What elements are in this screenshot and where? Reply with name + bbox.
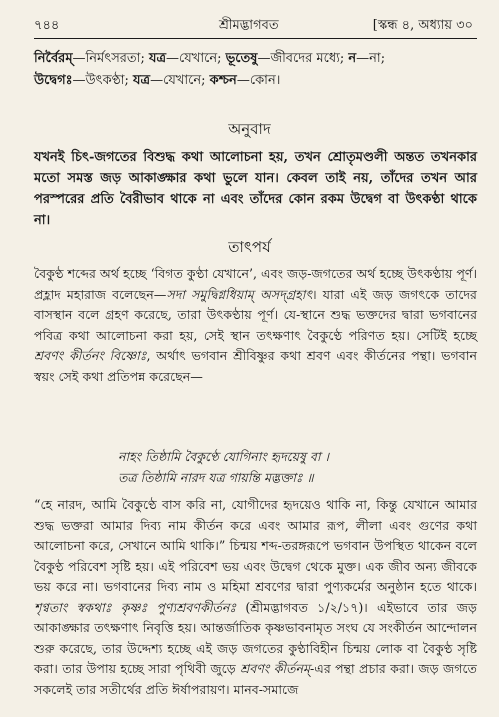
purport-term: শ্রবণং কীর্তনং বিষ্ণোঃ: [34, 348, 147, 363]
purport-text: , অর্থাৎ ভগবান শ্রীবিষ্ণুর কথা শ্রবণ এবং কীর্তনের পন্থা। ভগবান স্বয়ং সেই কথা প্রতিপন্ন করেছেন—: [34, 348, 477, 384]
purport-text: -এর পন্থা প্রচার করা। জড় জগতে সকলেই তার সতীর্থের প্রতি ঈর্ষাপরায়ণ। মানব-সমাজে: [34, 661, 477, 697]
synonym-meaning: —কোন।: [236, 73, 281, 88]
purport-text: (শ্রীমদ্ভাগবত ১/২/১৭)। এইভাবে তার জড় আকাঙ্ক্ষার তৎক্ষণাৎ নিবৃত্তি হয়। আন্তর্জাতিক কৃষ্ণভাবনামৃত সংঘ যে সংকীর্তন আন্দোলন শুরু করেছে, তার উদ্দেশ্য হচ্ছে এই জড় জগতের কুণ্ঠাবিহীন চিন্ময় লোক বা বৈকুণ্ঠ সৃষ্টি করা। তার উপায় হচ্ছে সারা পৃথিবী জুড়ে: [34, 599, 477, 676]
synonym-meaning: —না;: [356, 51, 386, 66]
purport-text: “হে নারদ, আমি বৈকুণ্ঠে বাস করি না, যোগীদের হৃদয়েও থাকি না, কিন্তু যেখানে আমার শুদ্ধ ভক্তরা আমার দিব্য নাম কীর্তন করে এবং আমার রূপ, লীলা এবং গুণের কথা আলোচনা করে, সেখানে আমি থাকি।” চিন্ময় শব্দ-তরঙ্গরূপে ভগবান উপস্থিত থাকেন বলে বৈকুণ্ঠ পরিবেশ সৃষ্টি হয়। এই পরিবেশ ভয় এবং উদ্বেগ থেকে মুক্ত। এক জীব অন্য জীবকে ভয় করে না। ভগবানের দিব্য নাম ও মহিমা শ্রবণের দ্বারা পুণ্যকর্মের অনুষ্ঠান হতে থাকে।: [34, 497, 477, 594]
header-rule: [34, 38, 477, 39]
synonym-term: ন: [348, 51, 357, 66]
verse-line: নাহং তিষ্ঠামি বৈকুণ্ঠে যোগিনাং হৃদয়েষু বা ।: [118, 449, 329, 464]
synonyms-block: [34, 48, 477, 92]
synonym-meaning: —যেখানে;: [150, 73, 206, 88]
synonym-meaning: —উৎকণ্ঠা;: [72, 73, 129, 88]
purport-paragraph: [34, 264, 477, 387]
page-header: [34, 16, 477, 40]
synonym-term: যত্র: [133, 73, 151, 88]
synonym-term: ভূতেষু: [225, 51, 258, 66]
book-title: শ্রীমদ্ভাগবত: [219, 18, 279, 33]
canto-chapter-label: [স্কন্ধ ৪, অধ্যায়: [372, 18, 453, 33]
purport-heading: তাৎপর্য: [228, 238, 271, 256]
verse-line: তত্র তিষ্ঠামি নারদ যত্র গায়ন্তি মদ্ভক্তাঃ ॥: [118, 470, 314, 485]
translation-heading: অনুবাদ: [228, 120, 271, 138]
chapter-number: ৩০: [456, 18, 473, 33]
page-number: ৭৪৪: [34, 18, 60, 33]
synonym-meaning: —জীবদের মধ্যে;: [257, 51, 345, 66]
synonym-term: কশ্চন: [209, 73, 237, 88]
synonym-term: যত্র: [148, 51, 167, 66]
chapter-reference: [373, 16, 477, 37]
translation-text: যখনই চিৎ-জগতের বিশুদ্ধ কথা আলোচনা হয়, তখন শ্রোতৃমণ্ডলী অন্তত তখনকার মতো সমস্ত জড় আকাঙ্ক্ষার কথা ভুলে যান। কেবল তাই নয়, তাঁদের তখন আর পরস্পরের প্রতি বৈরীভাব থাকে না এবং তাঁদের কোন রকম উদ্বেগ বা উৎকণ্ঠা থাকে না।: [34, 150, 477, 228]
purport-term: শ্রবণং কীর্তনম্: [240, 661, 310, 676]
synonym-term: নির্বৈরম্: [34, 51, 73, 66]
purport-continuation: [34, 495, 477, 700]
synonym-meaning: —নির্মৎসরতা;: [72, 51, 145, 66]
purport-text: । যারা এই জড় জগৎকে তাদের বাসস্থান বলে গ্রহণ করেছে, তারা উৎকণ্ঠায় পূর্ণ। যে-স্থানে শুদ্ধ ভক্তদের দ্বারা ভগবানের পবিত্র কথা আলোচনা করা হয়, সেই স্থান তৎক্ষণাৎ বৈকুণ্ঠে পরিণত হয়। সেটিই হচ্ছে: [34, 286, 477, 343]
synonym-term: উদ্বেগঃ: [34, 73, 73, 88]
purport-text: বৈকুণ্ঠ শব্দের অর্থ হচ্ছে ‘বিগত কুণ্ঠা যেখানে’, এবং জড়-জগতের অর্থ হচ্ছে উৎকণ্ঠায় পূর্ণ। প্রহ্লাদ মহারাজ বলেছেন—: [34, 266, 477, 302]
purport-quote: শৃণ্বতাং স্বকথাঃ কৃষ্ণঃ পুণ্যশ্রবণকীর্তনঃ: [34, 599, 237, 615]
verse-quote: [0, 446, 499, 488]
purport-quote: সদা সমুদ্বিগ্নধিয়াম্ অসদ্গ্রহাৎ: [166, 286, 313, 302]
synonym-meaning: —যেখানে;: [166, 51, 222, 66]
